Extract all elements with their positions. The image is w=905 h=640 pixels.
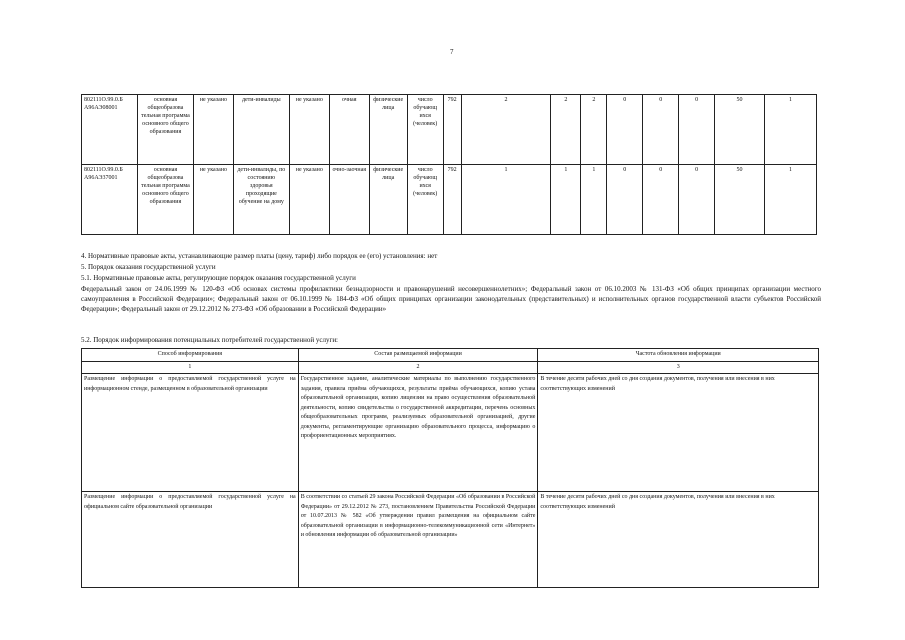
value-cell: 50	[715, 95, 765, 165]
column-number: 2	[298, 361, 538, 374]
value-cell: 0	[643, 95, 679, 165]
value-cell: 0	[679, 165, 715, 235]
method-cell: Размещение информации о предоставляемой государственной услуге на информационном стенде, размещенном в образовательной организации	[82, 374, 299, 492]
unit-cell: число обучающ ихся (человек)	[407, 95, 443, 165]
paragraph-5-2: 5.2. Порядок информирования потенциальных потребителей государственной услуги:	[81, 336, 339, 344]
column-number: 3	[538, 361, 819, 374]
value-cell: 2	[581, 95, 607, 165]
persons-cell: физические лица	[369, 95, 407, 165]
table-cell: не указано	[289, 165, 329, 235]
value-cell: 1	[764, 95, 816, 165]
table-cell: не указано	[289, 95, 329, 165]
program-name: основная общеобразова тельная программа основного общего образования	[137, 165, 193, 235]
content-cell: В соответствии со статьей 29 закона Российской Федерации «Об образовании в Российской Федерации» от 29.12.2012 № 273, постановлением Правительства Российской Федерации от 10.07.2013 № 582 «Об утверждении правил размещения на официальном сайте образовательной организации в информационно-телекоммуникационной сети «Интернет» и обновления информации об образовательной организации»	[298, 492, 538, 588]
page-number: 7	[450, 48, 454, 56]
frequency-cell: В течение десяти рабочих дней со дня создания документов, получения или внесения в них соответствующих изменений	[538, 374, 819, 492]
form-cell: очно-заочная	[329, 165, 369, 235]
table-row	[82, 492, 819, 588]
category-cell: дети-инвалиды	[233, 95, 289, 165]
column-header: Способ информирования	[82, 349, 299, 362]
content-cell: Государственное задание, аналитические материалы по выполнению государственного задания, правила приёма обучающихся, результаты приёма обучающихся, копию устава образовательной организации, копию лицензии на право осуществления образовательной деятельности, копию свидетельства о государственной аккредитации, перечень основных общеобразовательных программ, реализуемых образовательной организацией, другие документы, регламентирующие организацию образовательного процесса, информацию о профориентационных мероприятиях.	[298, 374, 538, 492]
unit-code-cell: 792	[443, 165, 461, 235]
value-cell: 1	[764, 165, 816, 235]
column-number: 1	[82, 361, 299, 374]
value-cell: 0	[679, 95, 715, 165]
table-cell: не указано	[193, 165, 233, 235]
value-cell: 0	[607, 95, 643, 165]
column-header: Состав размещаемой информации	[298, 349, 538, 362]
persons-cell: физические лица	[369, 165, 407, 235]
column-header: Частота обновления информации	[538, 349, 819, 362]
table-header-row	[82, 349, 819, 362]
paragraph-4: 4. Нормативные правовые акты, устанавливающие размер платы (цену, тариф) либо порядок ее (его) установления: нет	[81, 252, 438, 260]
value-cell: 1	[461, 165, 551, 235]
table-row	[82, 95, 817, 165]
value-cell: 0	[643, 165, 679, 235]
program-name: основная общеобразова тельная программа основного общего образования	[137, 95, 193, 165]
frequency-cell: В течение десяти рабочих дней со дня создания документов, получения или внесения в них соответствующих изменений	[538, 492, 819, 588]
value-cell: 1	[551, 165, 581, 235]
form-cell: очная	[329, 95, 369, 165]
paragraph-5-1: 5.1. Нормативные правовые акты, регулирующие порядок оказания государственной услуги	[81, 274, 356, 282]
paragraph-5: 5. Порядок оказания государственной услуги	[81, 263, 216, 271]
registry-code: 802111О.99.0.Б А96АЭ37001	[82, 165, 138, 235]
registry-code: 802111О.99.0.Б А96АЭ08001	[82, 95, 138, 165]
value-cell: 1	[581, 165, 607, 235]
information-table	[81, 348, 819, 588]
column-number-row	[82, 361, 819, 374]
table-cell: не указано	[193, 95, 233, 165]
value-cell: 2	[551, 95, 581, 165]
category-cell: дети-инвалиды, по состоянию здоровья проходящие обучение на дому	[233, 165, 289, 235]
method-cell: Размещение информации о предоставляемой государственной услуге на официальном сайте образовательной организации	[82, 492, 299, 588]
value-cell: 50	[715, 165, 765, 235]
value-cell: 0	[607, 165, 643, 235]
unit-code-cell: 792	[443, 95, 461, 165]
service-volume-table	[81, 94, 817, 235]
unit-cell: число обучающ ихся (человек)	[407, 165, 443, 235]
paragraph-5-1-body: Федеральный закон от 24.06.1999 № 120-ФЗ «Об основах системы профилактики безнадзорности и правонарушений несовершеннолетних»; Федеральный закон от 06.10.2003 № 131-ФЗ «Об общих принципах организации местного самоуправления в Российской Федерации»; Федеральный закон от 06.10.1999 № 184-ФЗ «Об общих принципах организации законодательных (представительных) и исполнительных органов государственной власти субъектов Российской Федерации»; Федеральный закон от 29.12.2012 № 273-ФЗ «Об образовании в Российской Федерации»	[81, 285, 821, 313]
table-row	[82, 165, 817, 235]
value-cell: 2	[461, 95, 551, 165]
table-row	[82, 374, 819, 492]
